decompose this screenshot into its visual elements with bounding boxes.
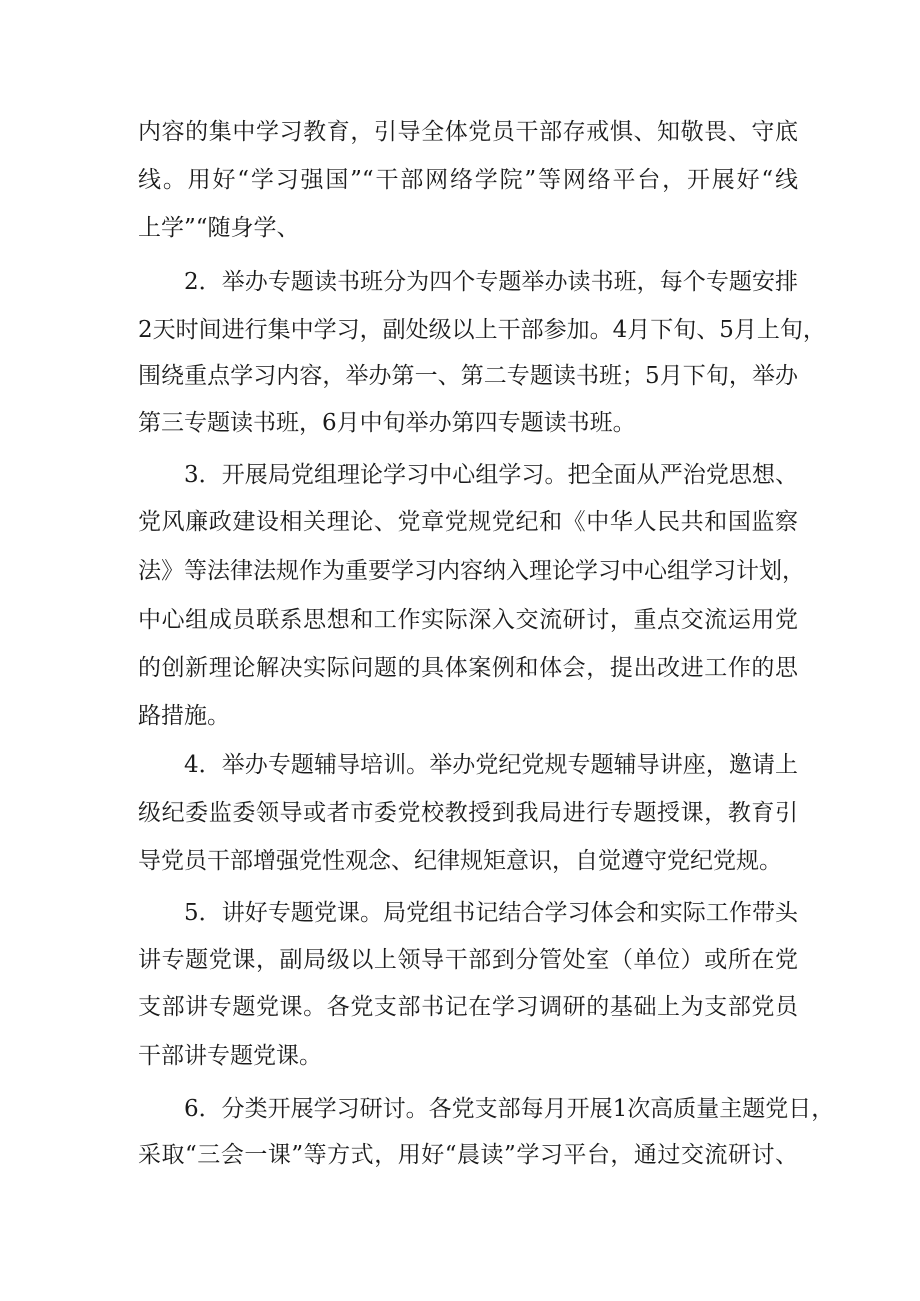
text-line: 5．讲好专题党课。局党组书记结合学习体会和实际工作带头 xyxy=(184,900,798,926)
text-line: 2．举办专题读书班分为四个专题举办读书班，每个专题安排 xyxy=(184,269,798,295)
text-line: 干部讲专题党课。 xyxy=(138,1043,322,1069)
text-line: 线。用好“学习强国”“干部网络学院”等网络平台，开展好“线 xyxy=(138,167,798,193)
text-line: 讲专题党课，副局级以上领导干部到分管处室（单位）或所在党 xyxy=(138,947,798,973)
text-line: 3．开展局党组理论学习中心组学习。把全面从严治党思想、 xyxy=(184,462,798,488)
text-line: 级纪委监委领导或者市委党校教授到我局进行专题授课，教育引 xyxy=(138,800,798,826)
text-line: 6．分类开展学习研讨。各党支部每月开展1次高质量主题党日， xyxy=(184,1096,835,1122)
text-line: 的创新理论解决实际问题的具体案例和体会，提出改进工作的思 xyxy=(138,655,798,681)
text-line: 内容的集中学习教育，引导全体党员干部存戒惧、知敬畏、守底 xyxy=(138,119,798,145)
text-line: 支部讲专题党课。各党支部书记在学习调研的基础上为支部党员 xyxy=(138,994,798,1020)
text-line: 围绕重点学习内容，举办第一、第二专题读书班；5月下旬，举办 xyxy=(138,363,798,389)
text-line: 法》等法律法规作为重要学习内容纳入理论学习中心组学习计划， xyxy=(138,558,805,584)
text-line: 采取“三会一课”等方式，用好“晨读”学习平台，通过交流研讨、 xyxy=(138,1142,798,1168)
text-line: 第三专题读书班，6月中旬举办第四专题读书班。 xyxy=(138,410,636,436)
text-line: 导党员干部增强党性观念、纪律规矩意识，自觉遵守党纪党规。 xyxy=(138,848,782,874)
text-line: 路措施。 xyxy=(138,703,230,729)
text-line: 4．举办专题辅导培训。举办党纪党规专题辅导讲座，邀请上 xyxy=(184,752,798,778)
text-line: 上学”“随身学、 xyxy=(138,215,300,241)
text-line: 党风廉政建设相关理论、党章党规党纪和《中华人民共和国监察 xyxy=(138,509,798,535)
text-line: 2天时间进行集中学习，副处级以上干部参加。4月下旬、5月上旬， xyxy=(138,317,826,343)
text-line: 中心组成员联系思想和工作实际深入交流研讨，重点交流运用党 xyxy=(138,607,798,633)
